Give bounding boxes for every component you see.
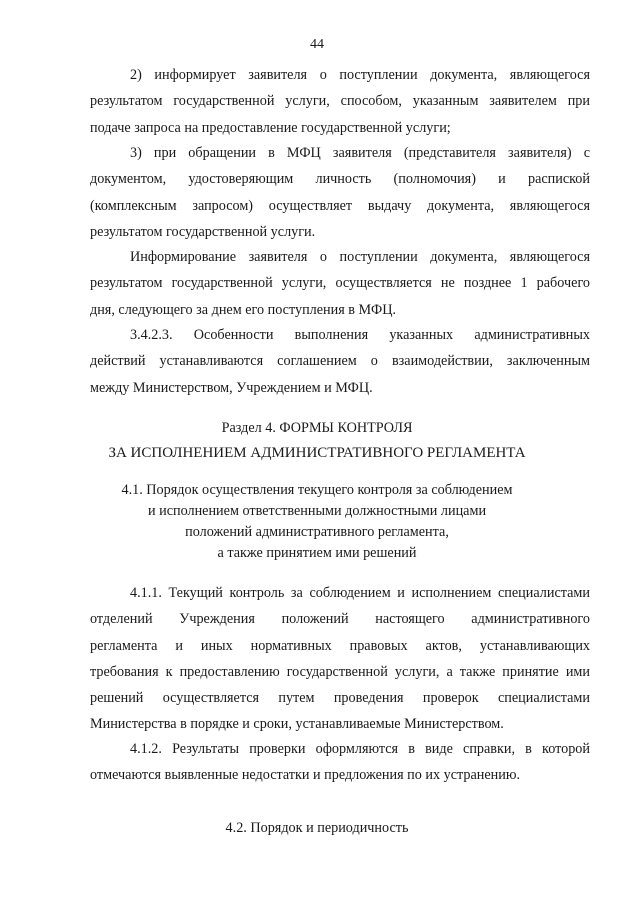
page-number: 44 (310, 37, 324, 52)
text-line: отмечаются выявленные недостатки и предложения по их устранению. (90, 767, 521, 784)
heading-line: и исполнением ответственными должностными лицами (147, 503, 487, 519)
text-line: дня, следующего за днем его поступления в МФЦ. (90, 301, 396, 318)
text-line: между Министерством, Учреждением и МФЦ. (90, 379, 373, 396)
subsection-4-2-heading: 4.2. Порядок и периодичность (225, 820, 409, 836)
subsection-4-1-heading (0, 480, 634, 564)
text-line: отделений Учреждения положений настоящего административного (90, 611, 590, 628)
text-line: 2) информирует заявителя о поступлении документа, являющегося (130, 67, 590, 83)
text-line: Информирование заявителя о поступлении документа, являющегося (130, 249, 590, 265)
heading-line: Раздел 4. ФОРМЫ КОНТРОЛЯ (221, 420, 413, 436)
text-line: (комплексным запросом) осуществляет выдачу документа, являющегося (90, 197, 590, 214)
paragraph-informing-deadline (90, 244, 590, 323)
text-line: 3.4.2.3. Особенности выполнения указанных административных (130, 327, 590, 343)
text-line: регламента и иных нормативных правовых актов, устанавливающих (90, 637, 590, 654)
paragraph-inform-applicant (90, 62, 590, 141)
heading-line: 4.1. Порядок осуществления текущего контроля за соблюдением (121, 482, 513, 498)
text-line: требования к предоставлению государственной услуги, а также принятие ими (90, 663, 590, 680)
text-line: результатом государственной услуги, способом, указанным заявителем при (90, 93, 590, 110)
text-line: действий устанавливаются соглашением о взаимодействии, заключенным (90, 353, 590, 370)
paragraph-4-1-2 (90, 736, 590, 789)
text-line: результатом государственной услуги. (90, 223, 316, 240)
text-line: 4.1.1. Текущий контроль за соблюдением и исполнением специалистами (130, 585, 590, 601)
text-line: Министерства в порядке и сроки, устанавливаемые Министерством. (90, 716, 504, 733)
section-4-heading (0, 416, 634, 466)
paragraph-4-1-1 (90, 580, 590, 738)
heading-line: а также принятием ими решений (217, 545, 417, 561)
text-line: документом, удостоверяющим личность (полномочия) и распиской (90, 171, 590, 188)
text-line: 3) при обращении в МФЦ заявителя (представителя заявителя) с (130, 145, 590, 161)
text-line: решений осуществляется путем проведения проверок специалистами (90, 690, 590, 707)
heading-line: положений административного регламента, (185, 524, 449, 540)
text-line: подаче запроса на предоставление государственной услуги; (90, 119, 451, 136)
text-line: 4.1.2. Результаты проверки оформляются в виде справки, в которой (130, 741, 590, 757)
paragraph-mfc-issue (90, 140, 590, 245)
heading-line: ЗА ИСПОЛНЕНИЕМ АДМИНИСТРАТИВНОГО РЕГЛАМЕНТА (108, 445, 526, 461)
text-line: результатом государственной услуги, осуществляется не позднее 1 рабочего (90, 275, 590, 292)
paragraph-3-4-2-3 (90, 322, 590, 401)
